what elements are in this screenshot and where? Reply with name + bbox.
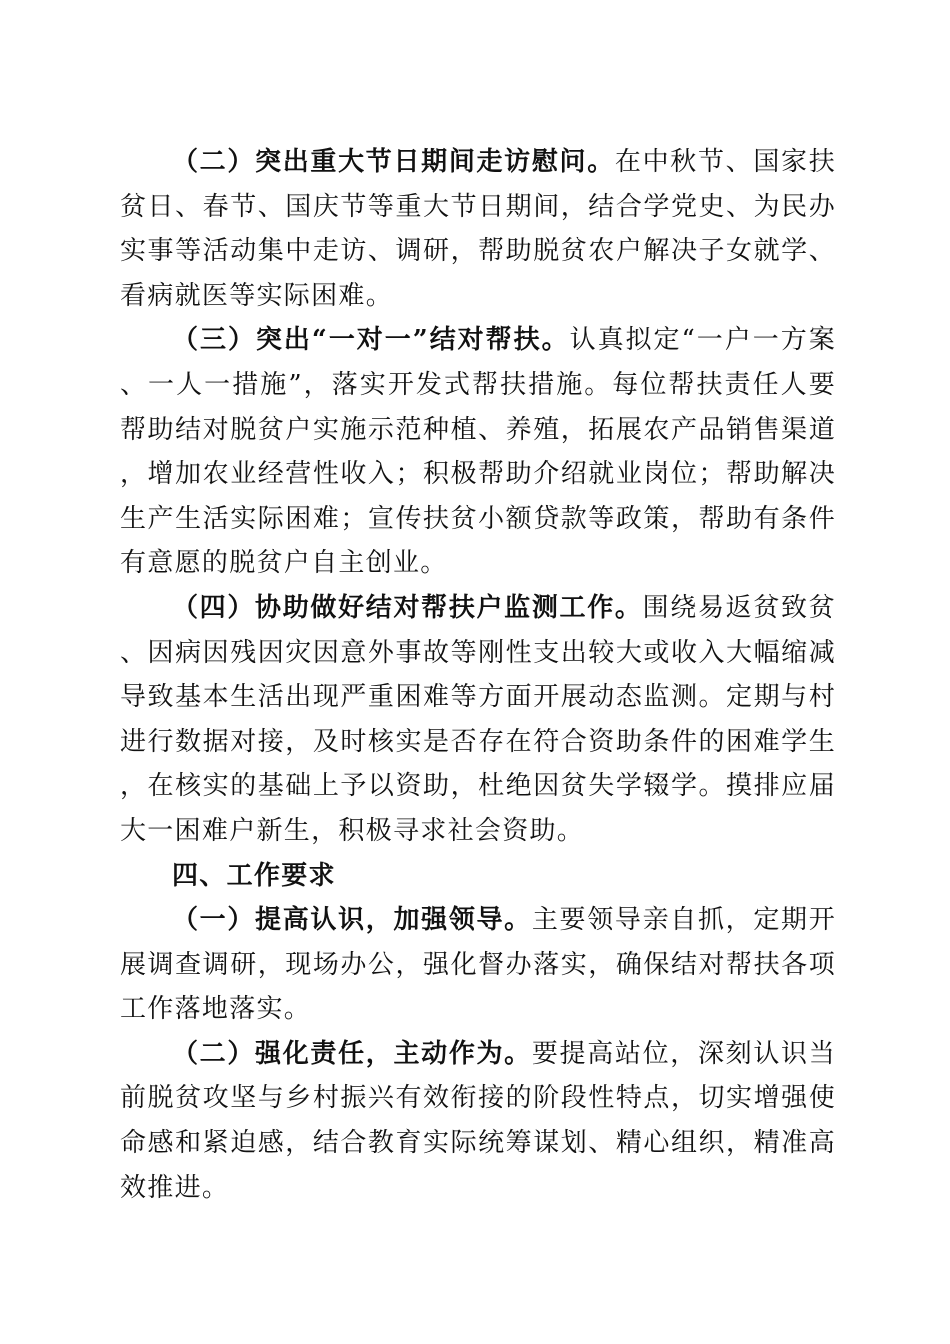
- paragraph-lead: （三）突出“一对一”结对帮扶。: [172, 325, 570, 356]
- paragraph-lead: （四）协助做好结对帮扶户监测工作。: [172, 592, 643, 623]
- paragraph-body: 认真拟定“一户一方案、一人一措施”，落实开发式帮扶措施。每位帮扶责任人要帮助结对脱贫户实施示范种植、养殖，拓展农产品销售渠道，增加农业经营性收入；积极帮助介绍就业岗位；帮助解决生产生活实际困难；宣传扶贫小额贷款等政策，帮助有条件有意愿的脱贫户自主创业。: [120, 325, 836, 579]
- paragraph-body: 主要领导亲自抓，定期开展调查调研，现场办公，强化督办落实，确保结对帮扶各项工作落地落实。: [120, 905, 836, 1025]
- paragraph-monitoring-work: [120, 586, 836, 854]
- section-heading-work-requirements: 四、工作要求: [172, 860, 336, 891]
- paragraph-one-on-one-assistance: [120, 318, 836, 586]
- paragraph-body: 在中秋节、国家扶贫日、春节、国庆节等重大节日期间，结合学党史、为民办实事等活动集中走访、调研，帮助脱贫农户解决子女就学、看病就医等实际困难。: [120, 147, 836, 311]
- paragraph-body: 要提高站位，深刻认识当前脱贫攻坚与乡村振兴有效衔接的阶段性特点，切实增强使命感和紧迫感，结合教育实际统筹谋划、精心组织，精准高效推进。: [120, 1038, 836, 1203]
- paragraph-raise-awareness: [120, 898, 836, 1032]
- paragraph-lead: （二）强化责任，主动作为。: [172, 1038, 532, 1069]
- document-page: [120, 140, 836, 1210]
- paragraph-body: 围绕易返贫致贫、因病因残因灾因意外事故等刚性支出较大或收入大幅缩减导致基本生活出现严重困难等方面开展动态监测。定期与村进行数据对接，及时核实是否存在符合资助条件的困难学生，在核实的基础上予以资助，杜绝因贫失学辍学。摸排应届大一困难户新生，积极寻求社会资助。: [120, 592, 836, 846]
- paragraph-festival-visits: [120, 140, 836, 318]
- paragraph-lead: （二）突出重大节日期间走访慰问。: [172, 147, 615, 177]
- paragraph-lead: （一）提高认识，加强领导。: [172, 905, 532, 936]
- paragraph-strengthen-responsibility: [120, 1032, 836, 1210]
